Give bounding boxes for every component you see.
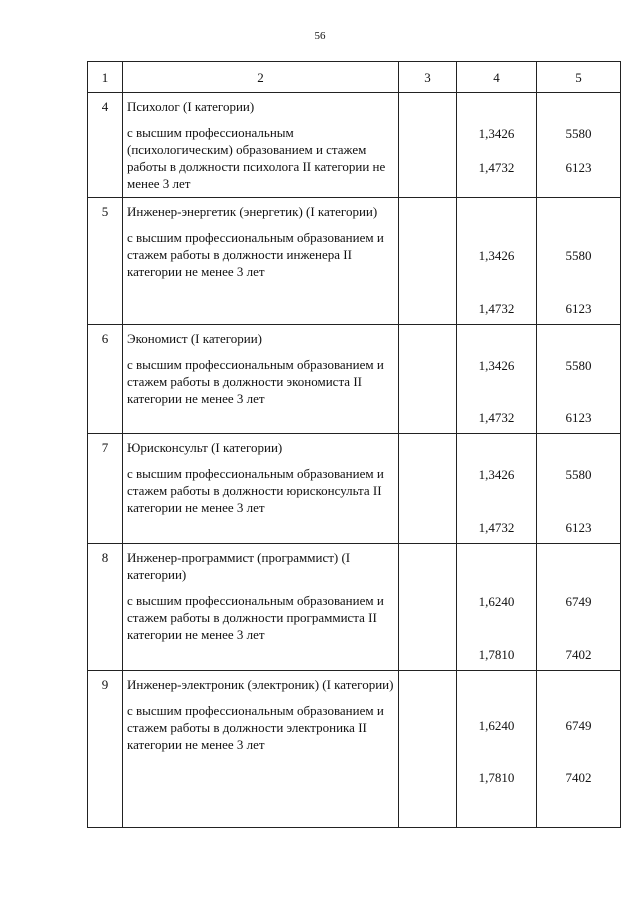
salary-cell <box>537 544 621 671</box>
position-description <box>123 93 399 198</box>
position-title: Экономист (I категории) <box>127 331 262 346</box>
coefficient-value: 1,6240 <box>478 718 515 733</box>
column-3-cell <box>399 198 457 325</box>
row-number: 7 <box>88 434 123 544</box>
row-number: 9 <box>88 671 123 828</box>
salary-value: 7402 <box>565 647 592 662</box>
position-requirements: с высшим профессиональным образованием и стажем работы в должности юрисконсульта II категории не менее 3 лет <box>127 466 384 515</box>
salary-value: 7402 <box>565 770 592 785</box>
position-description <box>123 671 399 828</box>
salary-value: 6749 <box>565 718 592 733</box>
row-number: 4 <box>88 93 123 198</box>
table-row <box>88 671 621 828</box>
position-title: Психолог (I категории) <box>127 99 255 114</box>
position-requirements: с высшим профессиональным образованием и стажем работы в должности электроника II категории не менее 3 лет <box>127 703 384 752</box>
coefficient-value: 1,3426 <box>478 126 515 141</box>
position-title: Инженер-энергетик (энергетик) (I категории) <box>127 204 378 219</box>
row-number: 6 <box>88 325 123 434</box>
position-description <box>123 198 399 325</box>
coefficient-value: 1,3426 <box>478 358 515 373</box>
header-cell-2: 2 <box>123 62 399 93</box>
salary-value: 5580 <box>565 248 592 263</box>
coefficient-value: 1,3426 <box>478 467 515 482</box>
salary-value: 6123 <box>565 160 592 175</box>
position-requirements: с высшим профессиональным образованием и стажем работы в должности программиста II категории не менее 3 лет <box>127 593 384 642</box>
table-row <box>88 93 621 198</box>
coefficient-cell <box>457 671 537 828</box>
coefficient-cell <box>457 434 537 544</box>
table-header-row <box>88 62 621 93</box>
coefficient-cell <box>457 544 537 671</box>
page-number: 56 <box>314 30 326 42</box>
coefficient-value: 1,7810 <box>478 647 515 662</box>
table-row <box>88 198 621 325</box>
position-description <box>123 325 399 434</box>
position-requirements: с высшим профессиональным образованием и стажем работы в должности инженера II категории не менее 3 лет <box>127 230 384 279</box>
salary-cell <box>537 325 621 434</box>
header-cell-3: 3 <box>399 62 457 93</box>
coefficient-value: 1,3426 <box>478 248 515 263</box>
position-requirements: с высшим профессиональным образованием и стажем работы в должности экономиста II категории не менее 3 лет <box>127 357 384 406</box>
salary-value: 6123 <box>565 301 592 316</box>
coefficient-value: 1,4732 <box>478 410 515 425</box>
salary-value: 6123 <box>565 520 592 535</box>
column-3-cell <box>399 544 457 671</box>
column-3-cell <box>399 325 457 434</box>
column-3-cell <box>399 93 457 198</box>
coefficient-cell <box>457 198 537 325</box>
row-number: 8 <box>88 544 123 671</box>
table-row <box>88 544 621 671</box>
salary-cell <box>537 93 621 198</box>
position-title: Инженер-электроник (электроник) (I категории) <box>127 677 394 692</box>
salary-value: 5580 <box>565 126 592 141</box>
salary-value: 6749 <box>565 594 592 609</box>
salary-cell <box>537 671 621 828</box>
header-cell-4: 4 <box>457 62 537 93</box>
salary-value: 5580 <box>565 358 592 373</box>
salary-table <box>87 61 621 828</box>
position-title: Инженер-программист (программист) (I категории) <box>127 550 351 582</box>
row-number: 5 <box>88 198 123 325</box>
coefficient-value: 1,4732 <box>478 160 515 175</box>
coefficient-value: 1,6240 <box>478 594 515 609</box>
salary-value: 5580 <box>565 467 592 482</box>
table-row <box>88 434 621 544</box>
header-cell-5: 5 <box>537 62 621 93</box>
salary-value: 6123 <box>565 410 592 425</box>
table-row <box>88 325 621 434</box>
position-description <box>123 544 399 671</box>
coefficient-value: 1,4732 <box>478 301 515 316</box>
coefficient-cell <box>457 325 537 434</box>
coefficient-cell <box>457 93 537 198</box>
coefficient-value: 1,4732 <box>478 520 515 535</box>
salary-cell <box>537 434 621 544</box>
position-requirements: с высшим профессиональным (психологическим) образованием и стажем работы в должности психолога II категории не менее 3 лет <box>127 125 386 191</box>
salary-cell <box>537 198 621 325</box>
header-cell-1: 1 <box>88 62 123 93</box>
position-title: Юрисконсульт (I категории) <box>127 440 283 455</box>
position-description <box>123 434 399 544</box>
column-3-cell <box>399 671 457 828</box>
coefficient-value: 1,7810 <box>478 770 515 785</box>
column-3-cell <box>399 434 457 544</box>
